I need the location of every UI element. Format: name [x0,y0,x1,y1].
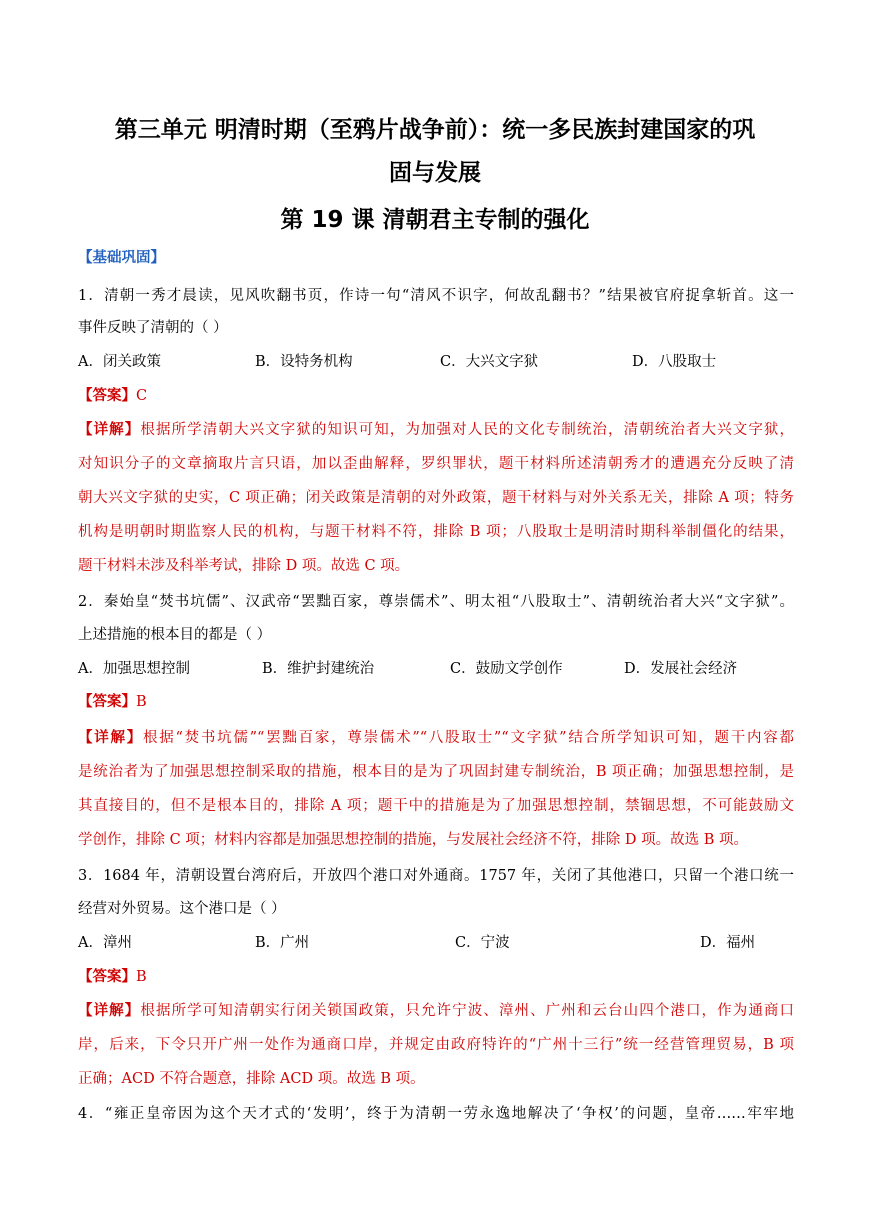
unit-title-line2: 固与发展 [389,160,481,186]
q2-option-b: B．维护封建统治 [262,661,375,677]
detail-text: 根据所学清朝大兴文字狱的知识可知，为加强对人民的文化专制统治，清朝统治者大兴文字狱， [140,422,794,438]
detail-text: 根据所学可知清朝实行闭关锁国政策，只允许宁波、漳州、广州和云台山四个港口，作为通商口 [140,1003,794,1019]
q1-detail-line2: 对知识分子的文章摘取片言只语，加以歪曲解释，罗织罪状，题干材料所述清朝秀才的遭遇充分反映了清 [78,456,794,472]
q1-option-c: C．大兴文字狱 [440,354,539,370]
q1-option-a: A．闭关政策 [78,354,161,370]
answer-value: B [136,969,147,985]
q1-answer [78,386,794,406]
q3-option-c: C．宁波 [455,935,510,951]
q2-option-d: D．发展社会经济 [624,661,738,677]
unit-title-line1: 第三单元 明清时期（至鸦片战争前）：统一多民族封建国家的巩 [114,117,756,143]
q2-stem-line1: 2．秦始皇“焚书坑儒”、汉武帝“罢黜百家，尊崇儒术”、明太祖“八股取士”、清朝统治者大兴“文字狱”。 [78,594,794,610]
q1-detail-line1 [78,420,794,440]
q2-option-a: A．加强思想控制 [78,661,190,677]
q1-stem-line2: 事件反映了清朝的（ ） [78,320,228,336]
q3-stem-line1: 3．1684 年，清朝设置台湾府后，开放四个港口对外通商。1757 年，关闭了其他港口，只留一个港口统一 [78,868,794,884]
q2-option-c: C．鼓励文学创作 [450,661,563,677]
answer-value: C [136,388,148,404]
q3-detail-line2: 岸，后来，下令只开广州一处作为通商口岸，并规定由政府特许的“广州十三行”统一经营管理贸易，B 项 [78,1037,794,1053]
section-label: 【基础巩固】 [78,249,165,266]
answer-tag: 【答案】 [78,387,136,404]
detail-text: 根据“焚书坑儒”“罢黜百家，尊崇儒术”“八股取士”“文字狱”结合所学知识可知，题干内容都 [142,730,794,746]
q3-option-d: D．福州 [700,935,756,951]
q1-detail-line4: 机构是明朝时期监察人民的机构，与题干材料不符，排除 B 项；八股取士是明清时期科举制僵化的结果， [78,524,794,540]
q2-detail-line1 [78,728,794,748]
q2-answer [78,692,794,712]
q1-stem-line1: 1．清朝一秀才晨读，见风吹翻书页，作诗一句“清风不识字，何故乱翻书？”结果被官府捉拿斩首。这一 [78,288,794,304]
q4-stem-line1: 4．“雍正皇帝因为这个天才式的‘发明’，终于为清朝一劳永逸地解决了‘争权’的问题，皇帝……牢牢地 [78,1106,794,1122]
q3-option-a: A．漳州 [78,935,132,951]
q1-option-b: B．设特务机构 [255,354,353,370]
q1-detail-line3: 朝大兴文字狱的史实，C 项正确；闭关政策是清朝的对外政策，题干材料与对外关系无关，排除 A 项；特务 [78,490,794,506]
q2-stem-line2: 上述措施的根本目的都是（ ） [78,627,272,643]
q3-stem-line2: 经营对外贸易。这个港口是（ ） [78,901,286,917]
answer-tag: 【答案】 [78,693,136,710]
q1-detail-line5: 题干材料未涉及科举考试，排除 D 项。故选 C 项。 [78,558,410,574]
detail-tag: 【详解】 [78,1002,141,1019]
q3-option-b: B．广州 [255,935,310,951]
answer-tag: 【答案】 [78,968,136,985]
detail-tag: 【详解】 [78,421,141,438]
q2-detail-line2: 是统治者为了加强思想控制采取的措施，根本目的是为了巩固封建专制统治，B 项正确；加强思想控制，是 [78,764,794,780]
q1-option-d: D．八股取士 [632,354,717,370]
q3-detail-line3: 正确；ACD 不符合题意，排除 ACD 项。故选 B 项。 [78,1071,425,1087]
detail-tag: 【详解】 [78,729,143,746]
q2-detail-line3: 其直接目的，但不是根本目的，排除 A 项；题干中的措施是为了加强思想控制，禁锢思想，不可能鼓励文 [78,798,794,814]
q3-detail-line1 [78,1001,794,1021]
q3-answer [78,967,794,987]
q2-detail-line4: 学创作，排除 C 项；材料内容都是加强思想控制的措施，与发展社会经济不符，排除 D 项。故选 B 项。 [78,832,749,848]
lesson-title: 第 19 课 清朝君主专制的强化 [280,207,590,233]
answer-value: B [136,694,147,710]
